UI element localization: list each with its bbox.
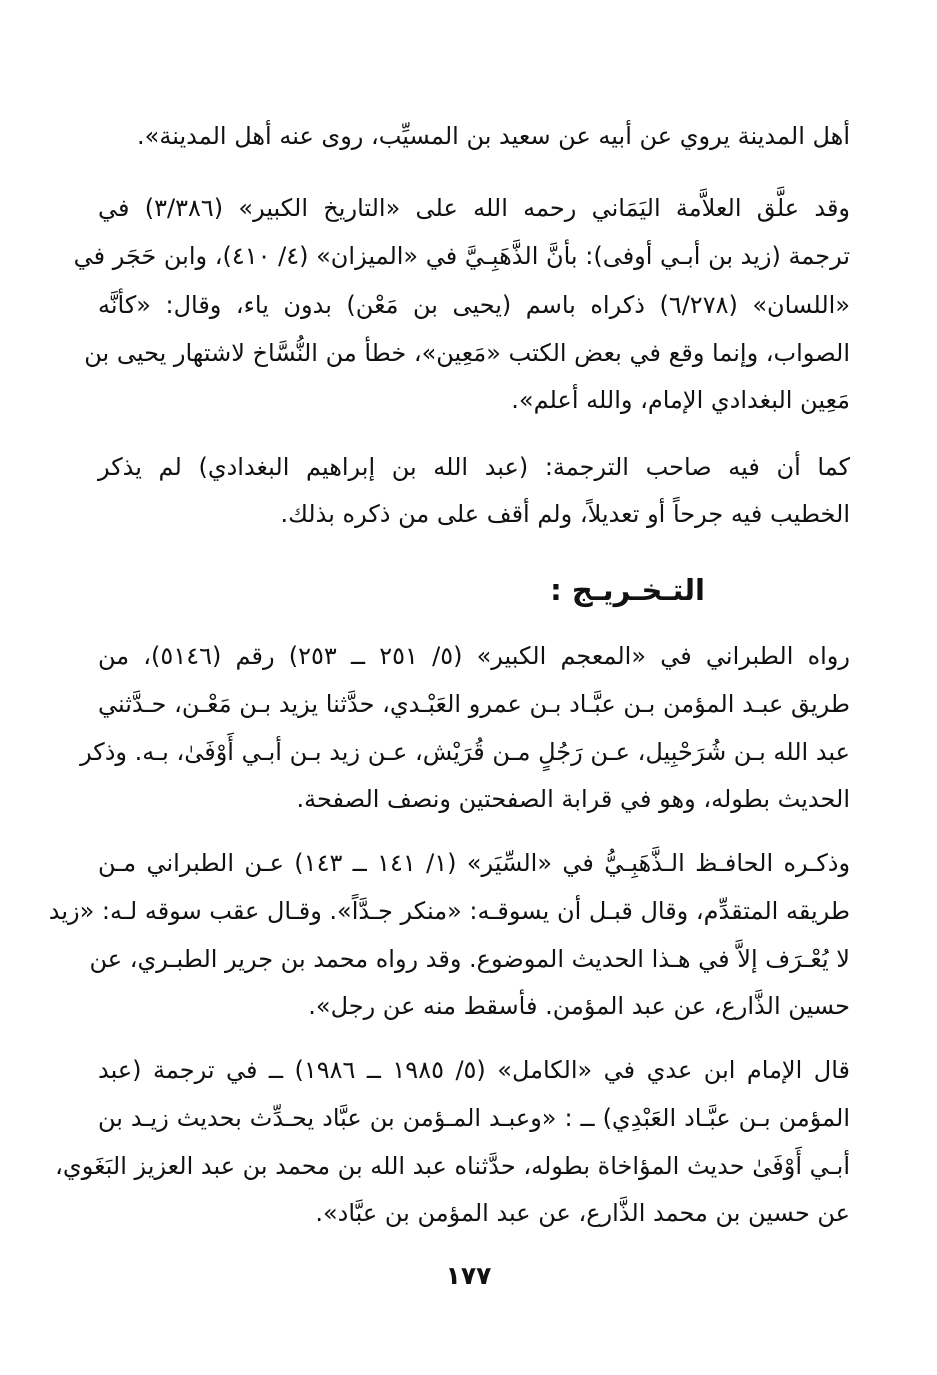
text-line: أهل المدينة يروي عن أبيه عن سعيد بن المسيِّب، روى عنه أهل المدينة». [137, 122, 850, 150]
text-line: لا يُعْـرَف إلاَّ في هـذا الحديث الموضوع. وقد رواه محمد بن جرير الطبـري، عن [89, 945, 850, 973]
text-line: وذكـره الحافـظ الـذَّهَبِـيُّ في «السِّيَر» (١/ ١٤١ ــ ١٤٣) عـن الطبراني مـن [98, 849, 851, 877]
page-number: ١٧٧ [445, 1261, 492, 1290]
text-line: رواه الطبراني في «المعجم الكبير» (٥/ ٢٥١ ــ ٢٥٣) رقم (٥١٤٦)، من [98, 642, 850, 670]
text-line: طريقه المتقدِّم، وقال قبـل أن يسوقـه: «منكر جـدَّاً». وقـال عقب سوقه لـه: «زيد [48, 897, 850, 925]
text-line: قال الإمام ابن عدي في «الكامل» (٥/ ١٩٨٥ ــ ١٩٨٦) ــ في ترجمة (عبد [98, 1056, 850, 1084]
section-heading: التـخـريـج : [550, 573, 705, 607]
text-line: حسين الذَّارع، عن عبد المؤمن. فأسقط منه عن رجل». [308, 992, 850, 1020]
text-line: مَعِين البغدادي الإمام، والله أعلم». [511, 386, 850, 414]
text-line: أبـي أَوْفَىٰ حديث المؤاخاة بطوله، حدَّثناه عبد الله بن محمد بن عبد العزيز البَغَوي، [55, 1152, 850, 1180]
text-line: المؤمن بـن عبَّـاد العَبْدِي) ــ : «وعبـد المـؤمن بن عبَّاد يحـدِّث بحديث زيـد بن [98, 1104, 850, 1132]
text-line: طريق عبـد المؤمن بـن عبَّـاد بـن عمرو العَبْـدي، حدَّثنا يزيد بـن مَعْـن، حـدَّثني [98, 690, 850, 718]
text-line: الصواب، وإنما وقع في بعض الكتب «مَعِين»، خطأ من النُّسَّاخ لاشتهار يحيى بن [84, 339, 850, 367]
text-line: «اللسان» (٦/٢٧٨) ذكراه باسم (يحيى بن مَعْن) بدون ياء، وقال: «كأنَّه [98, 291, 850, 319]
text-line: ترجمة (زيد بن أبـي أوفى): بأنَّ الذَّهَبِـيَّ في «الميزان» (٤/ ٤١٠)، وابن حَجَر في [73, 242, 850, 270]
text-line: كما أن فيه صاحب الترجمة: (عبد الله بن إبراهيم البغدادي) لم يذكر [98, 453, 850, 481]
text-line: عبد الله بـن شُرَحْبِيل، عـن رَجُلٍ مـن قُرَيْش، عـن زيد بـن أبـي أَوْفَىٰ، بـه. وذكر [80, 738, 850, 766]
text-line: عن حسين بن محمد الذَّارع، عن عبد المؤمن بن عبَّاد». [315, 1199, 850, 1227]
text-line: الحديث بطوله، وهو في قرابة الصفحتين ونصف الصفحة. [296, 785, 850, 813]
text-line: وقد علَّق العلاَّمة اليَمَاني رحمه الله على «التاريخ الكبير» (٣/٣٨٦) في [98, 194, 851, 222]
text-line: الخطيب فيه جرحاً أو تعديلاً، ولم أقف على من ذكره بذلك. [280, 500, 850, 528]
